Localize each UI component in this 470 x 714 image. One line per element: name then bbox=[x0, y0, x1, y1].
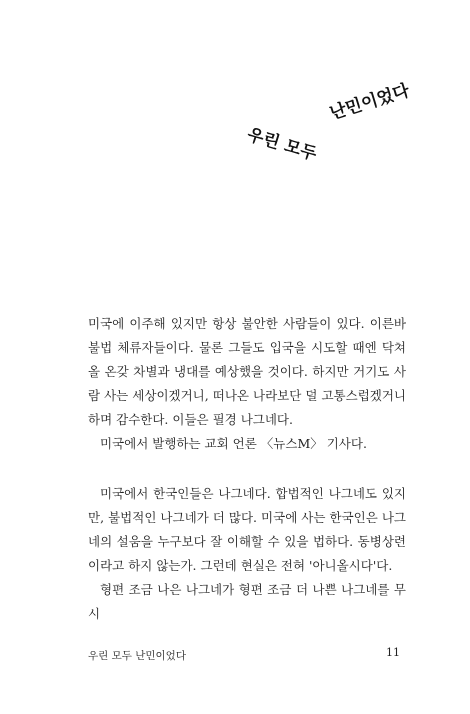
chapter-title-line2: 우린 모두 bbox=[244, 124, 320, 165]
page-number: 11 bbox=[386, 646, 400, 659]
body-text-block-1 bbox=[88, 312, 406, 456]
body-text-block-2 bbox=[88, 482, 406, 626]
paragraph: 미국에서 발행하는 교회 언론 〈뉴스M〉 기사다. bbox=[100, 436, 367, 451]
chapter-title-line1: 난민이었다 bbox=[327, 80, 412, 124]
quoted-paragraph: 형편 조금 나은 나그네가 형편 조금 더 나쁜 나그네를 무시 bbox=[88, 582, 406, 621]
paragraph: 미국에 이주해 있지만 항상 불안한 사람들이 있다. 이른바 불법 체류자들이다. 물론 그들도 입국을 시도할 때엔 닥쳐올 온갖 차별과 냉대를 예상했을 것이다. 하지만 거기도 사람 사는 세상이겠거니, 떠나온 나라보단 덜 고통스럽겠거니 하며 감수한다. 이들은 필경 나그네다. bbox=[88, 316, 406, 427]
running-title: 우린 모두 난민이었다 bbox=[88, 650, 186, 662]
quoted-paragraph: 미국에서 한국인들은 나그네다. 합법적인 나그네도 있지만, 불법적인 나그네가 더 많다. 미국에 사는 한국인은 나그네의 설움을 누구보다 잘 이해할 수 있을 법하다. 동병상련이라고 하지 않는가. 그런데 현실은 전혀 '아니올시다'다. bbox=[88, 486, 406, 573]
